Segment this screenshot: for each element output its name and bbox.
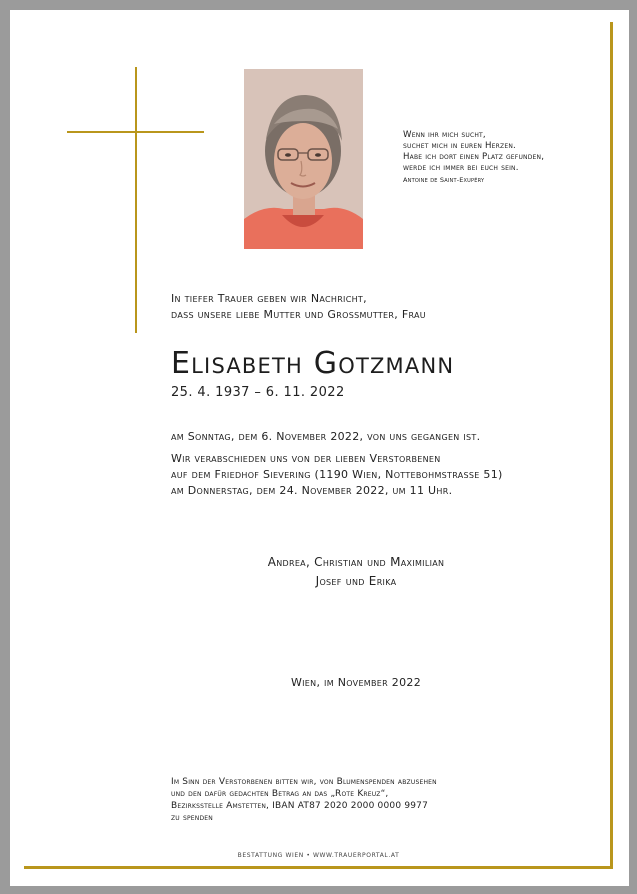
intro-line: In tiefer Trauer geben wir Nachricht,	[171, 292, 367, 305]
funeral-details	[171, 451, 503, 499]
poem-author: Antoine de Saint-Exupéry	[403, 176, 485, 184]
poem-line: Wenn ihr mich sucht,	[403, 130, 486, 140]
cross-icon-horizontal	[67, 131, 204, 133]
donation-line: Bezirksstelle Amstetten, IBAN AT87 2020 2000 0000 9977	[171, 801, 429, 811]
donation-line: und den dafür gedachten Betrag an das „Rote Kreuz“,	[171, 789, 389, 799]
family-signatures	[200, 553, 512, 591]
life-dates: 25. 4. 1937 – 6. 11. 2022	[171, 385, 345, 400]
place-date: Wien, im November 2022	[290, 676, 422, 689]
cross-icon-vertical	[135, 67, 137, 333]
portrait-photo	[244, 69, 363, 249]
donation-line: Im Sinn der Verstorbenen bitten wir, von Blumenspenden abzusehen	[171, 777, 437, 787]
family-line: Josef und Erika	[315, 574, 397, 588]
family-line: Andrea, Christian und Maximilian	[267, 555, 445, 569]
poem-quote	[403, 130, 544, 185]
poem-line: werde ich immer bei euch sein.	[403, 163, 519, 173]
portrait-illustration	[244, 69, 363, 249]
gold-frame-right	[610, 22, 613, 868]
poem-line: Habe ich dort einen Platz gefunden,	[403, 152, 545, 162]
deceased-name: Elisabeth Gotzmann	[171, 346, 455, 381]
funeral-line: Wir verabschieden uns von der lieben Verstorbenen	[171, 452, 441, 465]
donation-request	[171, 776, 437, 824]
intro-text	[171, 291, 426, 323]
passed-text: am Sonntag, dem 6. November 2022, von uns gegangen ist.	[171, 430, 481, 443]
poem-line: suchet mich in euren Herzen.	[403, 141, 516, 151]
gold-frame-bottom	[24, 866, 613, 869]
footer-credit: BESTATTUNG WIEN • WWW.TRAUERPORTAL.AT	[237, 852, 400, 859]
funeral-line: auf dem Friedhof Sievering (1190 Wien, Nottebohmstrasse 51)	[171, 468, 503, 481]
funeral-line: am Donnerstag, dem 24. November 2022, um 11 Uhr.	[171, 484, 453, 497]
intro-line: dass unsere liebe Mutter und Grossmutter, Frau	[171, 308, 426, 321]
donation-line: zu spenden	[171, 813, 213, 823]
